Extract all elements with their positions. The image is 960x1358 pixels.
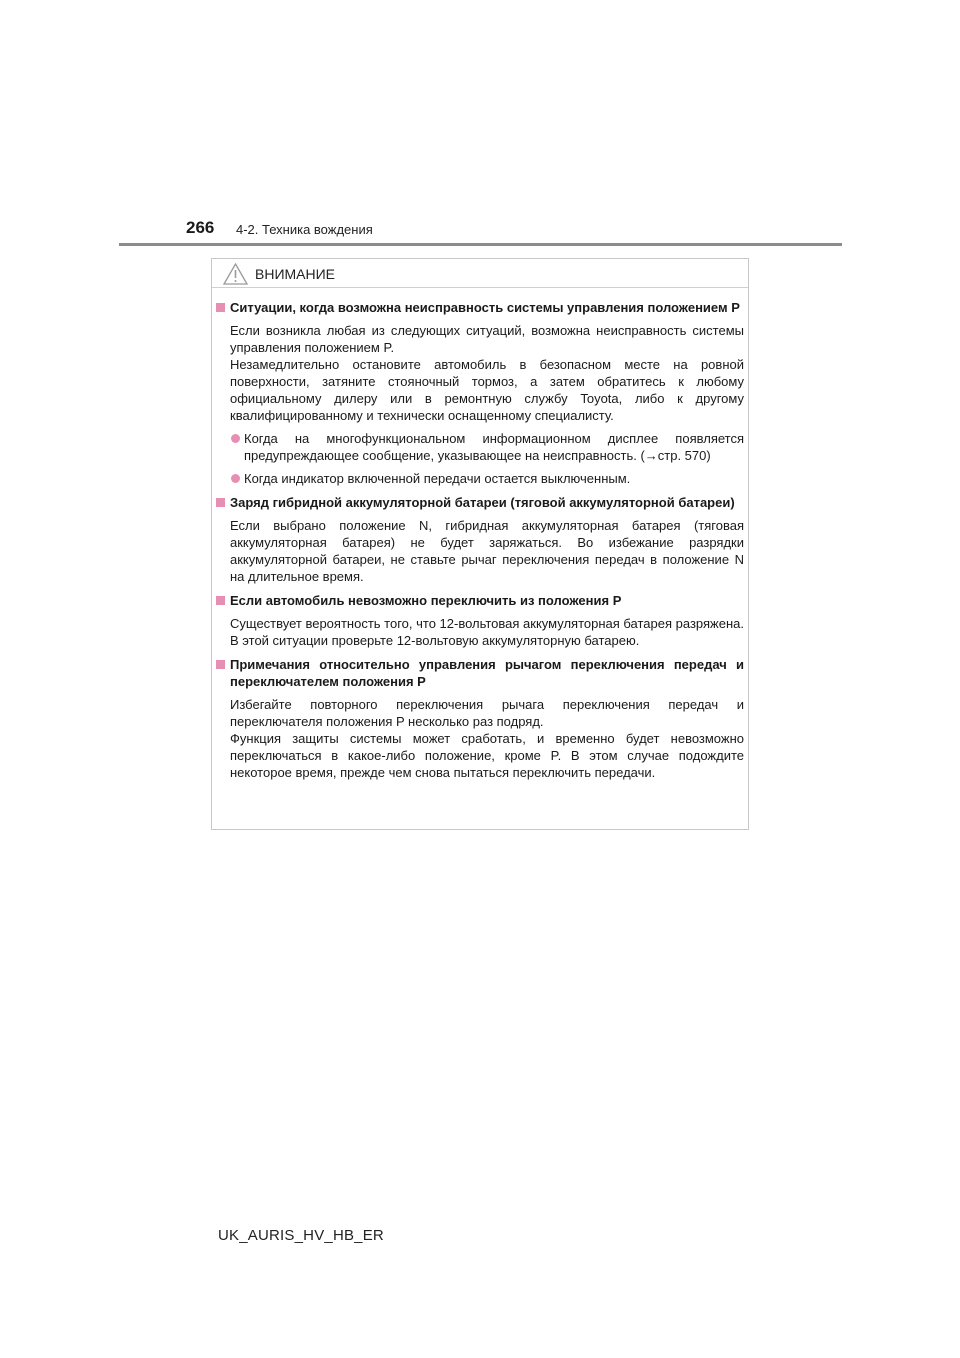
- square-bullet-icon: [216, 303, 225, 312]
- paragraph: Если выбрано положение N, гибридная аккумуляторная батарея (тяговая аккумуляторная батарея) не будет заряжаться. Во избежание разрядки аккумуляторной батареи, не ставьте рычаг переключения передач в положение N на длительное время.: [230, 518, 744, 584]
- warning-label: ВНИМАНИЕ: [255, 266, 336, 282]
- warning-triangle-icon: [223, 263, 248, 285]
- warning-item-p-position-malfunction: [216, 299, 744, 487]
- item-title: Примечания относительно управления рычагом переключения передач и переключателем положения P: [216, 656, 744, 690]
- item-body: [230, 696, 744, 781]
- paragraph: Если возникла любая из следующих ситуаций, возможна неисправность системы управления положением P.: [230, 323, 744, 355]
- paragraph: Существует вероятность того, что 12-вольтовая аккумуляторная батарея разряжена. В этой ситуации проверьте 12-вольтовую аккумуляторную батарею.: [230, 616, 744, 648]
- square-bullet-icon: [216, 596, 225, 605]
- square-bullet-icon: [216, 660, 225, 669]
- warning-item-shift-lever-notes: [216, 656, 744, 781]
- item-body: [230, 322, 744, 424]
- page-number: 266: [186, 218, 215, 237]
- header-rule: [119, 243, 842, 246]
- round-bullet-icon: [231, 434, 240, 443]
- warning-header: [212, 259, 748, 288]
- warning-item-cannot-shift-from-p: [216, 592, 744, 649]
- list-item: Когда на многофункциональном информационном дисплее появляется предупреждающее сообщение, указывающее на неисправность. (→стр. 570): [230, 430, 744, 464]
- paragraph: Избегайте повторного переключения рычага переключения передач и переключателя положения P несколько раз подряд.: [230, 697, 744, 729]
- square-bullet-icon: [216, 498, 225, 507]
- paragraph: Незамедлительно остановите автомобиль в безопасном месте на ровной поверхности, затяните стояночный тормоз, а затем обратитесь к любому официальному дилеру или в ремонтную службу Toyota, либо к другому квалифицированному и технически оснащенному специалисту.: [230, 357, 744, 423]
- item-title: Если автомобиль невозможно переключить из положения P: [216, 592, 744, 609]
- section-title: 4-2. Техника вождения: [236, 222, 373, 237]
- footer-code: UK_AURIS_HV_HB_ER: [218, 1227, 384, 1244]
- item-title: Заряд гибридной аккумуляторной батареи (тяговой аккумуляторной батареи): [216, 494, 744, 511]
- item-title: Ситуации, когда возможна неисправность системы управления положением P: [216, 299, 744, 316]
- warning-content: [216, 299, 744, 788]
- warning-box: [211, 258, 749, 830]
- item-body: [230, 517, 744, 585]
- list-item: Когда индикатор включенной передачи остается выключенным.: [230, 470, 744, 487]
- warning-item-hybrid-battery-charge: [216, 494, 744, 585]
- item-body: [230, 615, 744, 649]
- round-bullet-icon: [231, 474, 240, 483]
- paragraph: Функция защиты системы может сработать, и временно будет невозможно переключаться в какое-либо положение, кроме P. В этом случае подождите некоторое время, прежде чем снова пытаться переключить передачи.: [230, 731, 744, 780]
